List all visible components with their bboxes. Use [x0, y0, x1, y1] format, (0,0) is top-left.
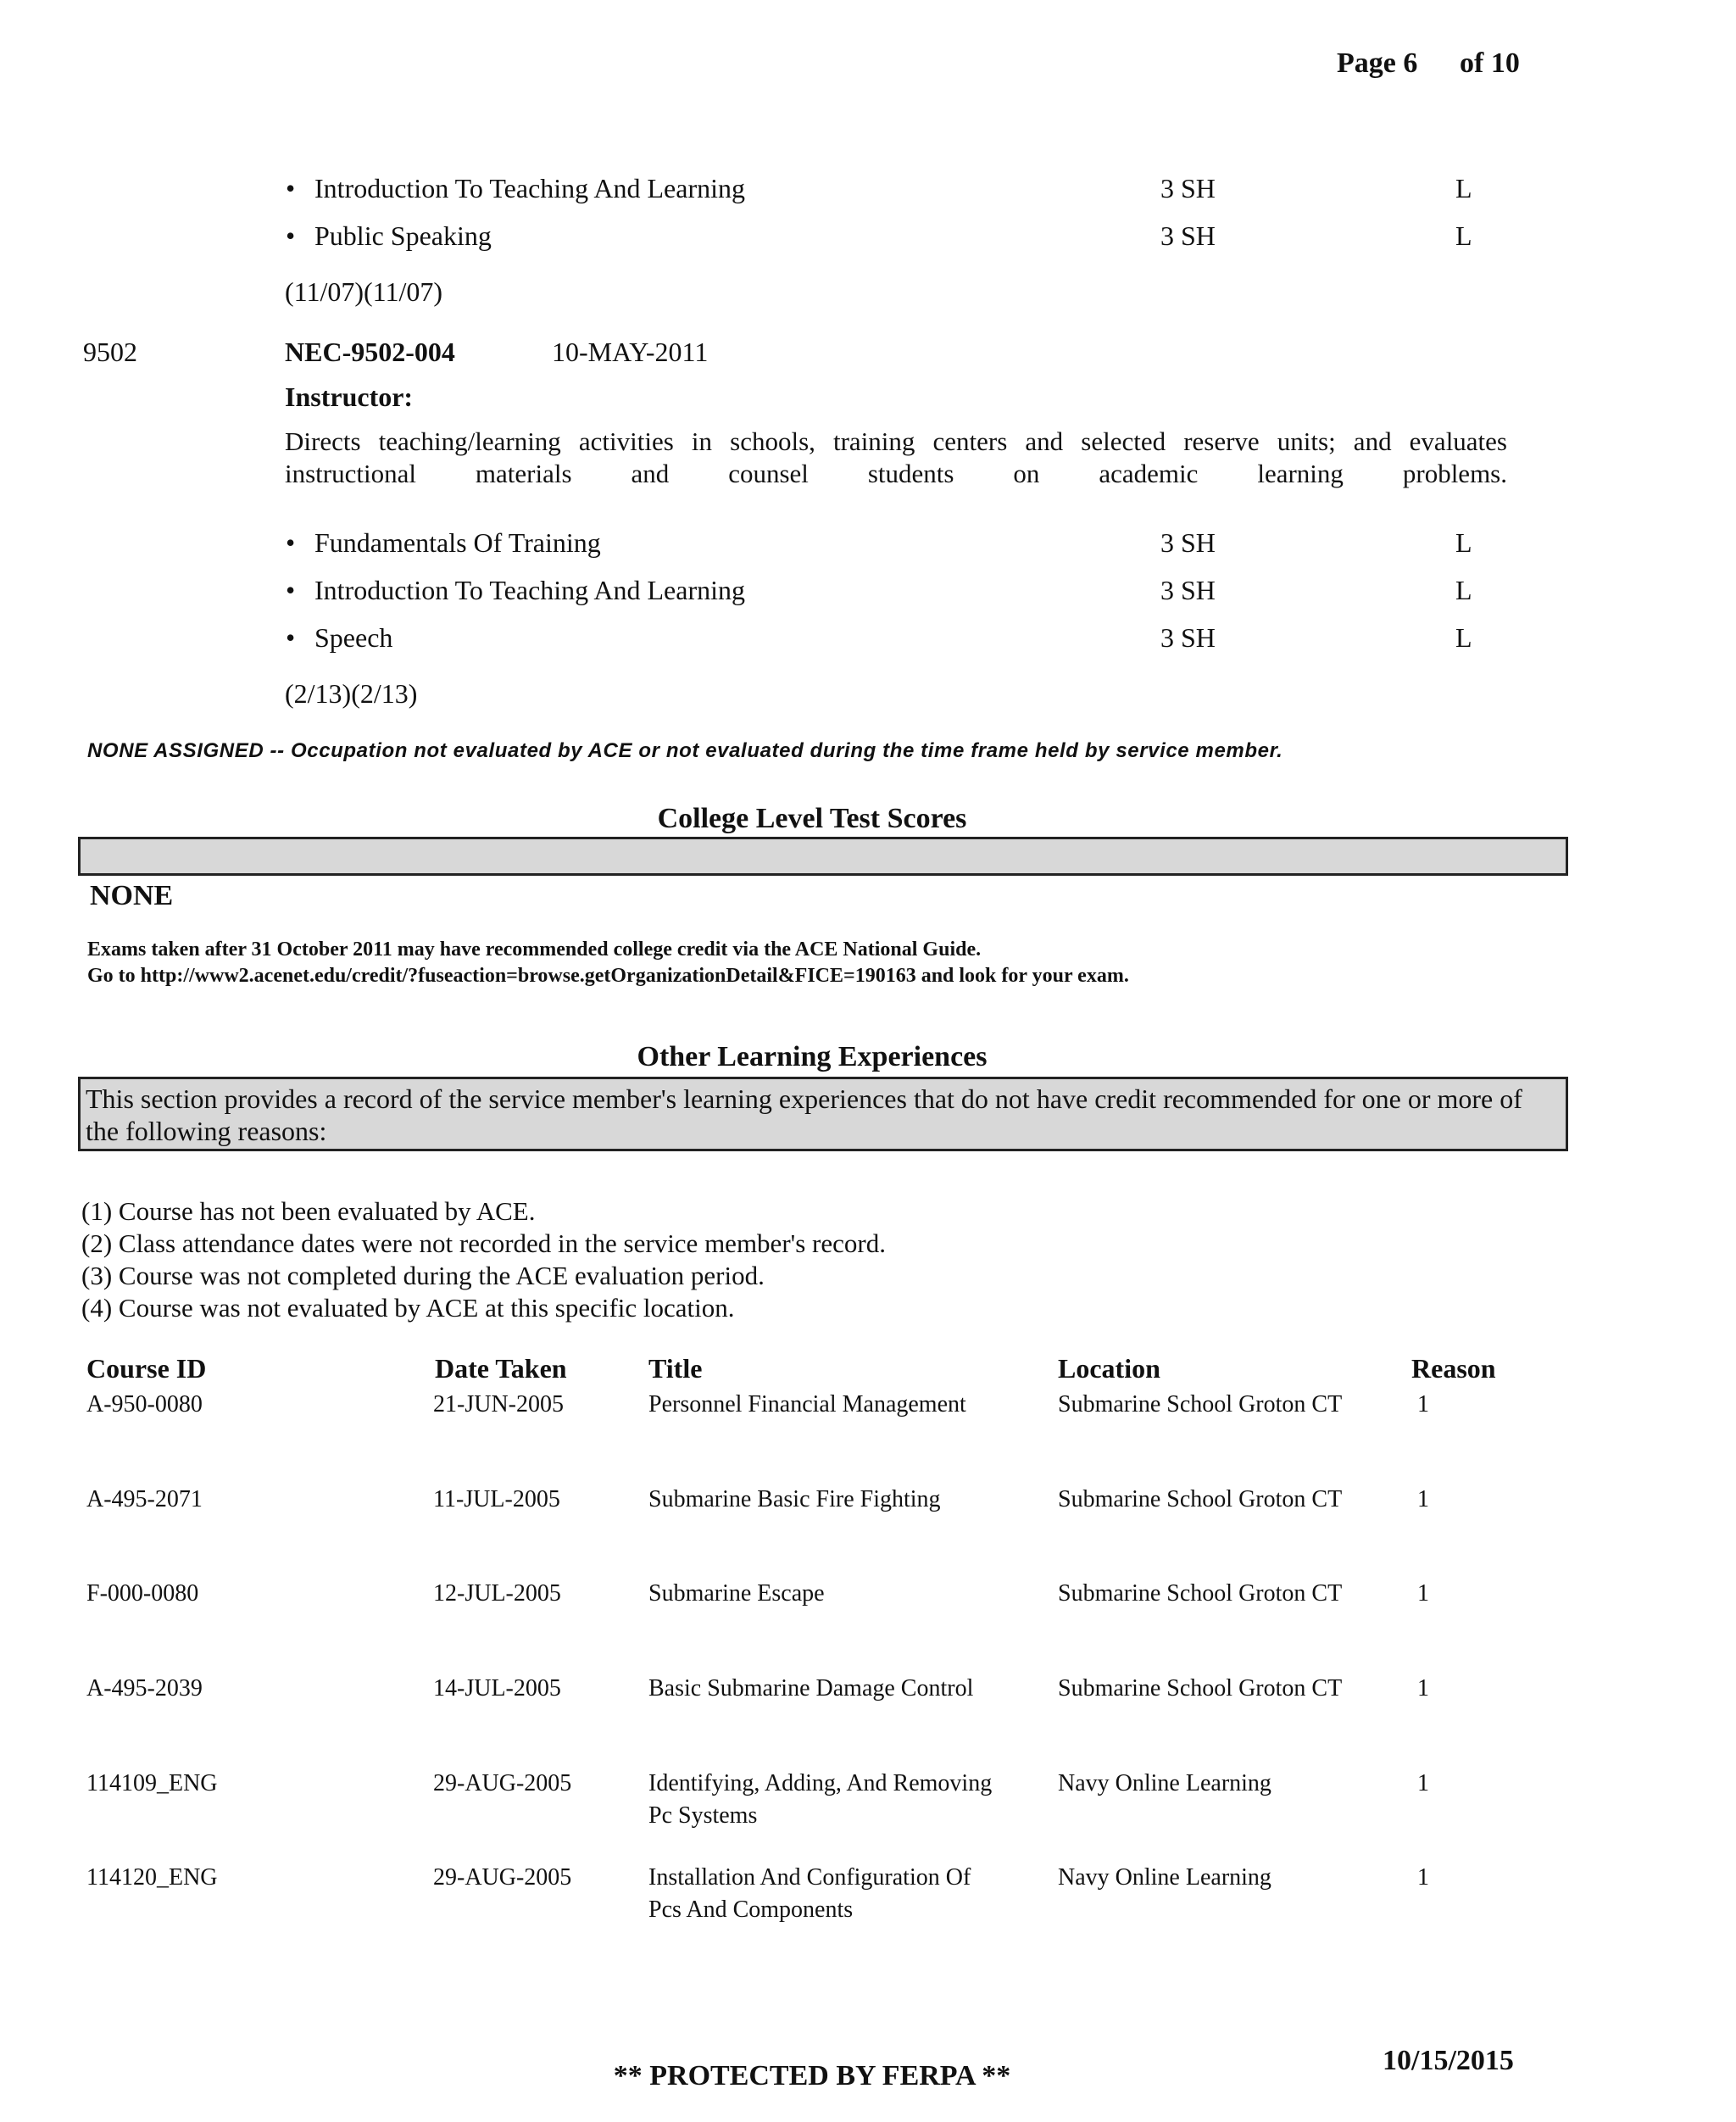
col-date-taken: Date Taken: [435, 1353, 567, 1384]
cell-date: 12-JUL-2005: [433, 1580, 561, 1607]
cell-location: Submarine School Groton CT: [1058, 1391, 1343, 1417]
cell-title: Personnel Financial Management: [648, 1391, 966, 1417]
course-credit: 3 SH: [1160, 173, 1216, 203]
cell-reason: 1: [1417, 1770, 1429, 1796]
cell-reason: 1: [1417, 1675, 1429, 1701]
reason-1: (1) Course has not been evaluated by ACE.: [81, 1196, 536, 1226]
reason-3: (3) Course was not completed during the ACE evaluation period.: [81, 1261, 765, 1290]
cell-location: Submarine School Groton CT: [1058, 1486, 1343, 1512]
cell-reason: 1: [1417, 1391, 1429, 1417]
course-level: L: [1455, 622, 1472, 653]
clep-note-line2: Go to http://www2.acenet.edu/credit/?fuseaction=browse.getOrganizationDetail&FICE=190163 and look for your exam.: [87, 965, 1129, 987]
col-course-id: Course ID: [86, 1353, 207, 1384]
table-row: [0, 1768, 1736, 1852]
course-credit: 3 SH: [1160, 622, 1216, 653]
clep-none-label: NONE: [90, 880, 174, 911]
cell-title: Identifying, Adding, And Removing Pc Systems: [648, 1770, 993, 1829]
course-credit: 3 SH: [1160, 527, 1216, 558]
course-level: L: [1455, 220, 1472, 251]
table-row: [0, 1862, 1736, 1947]
cell-title: Submarine Escape: [648, 1580, 825, 1607]
course-level: L: [1455, 173, 1472, 203]
nec-date: 10-MAY-2011: [552, 337, 709, 367]
cell-title: Basic Submarine Damage Control: [648, 1675, 974, 1701]
table-row: [0, 1673, 1736, 1757]
course-credit: 3 SH: [1160, 575, 1216, 605]
reason-2: (2) Class attendance dates were not recorded in the service member's record.: [81, 1228, 886, 1258]
other-section-title: Other Learning Experiences: [637, 1041, 988, 1072]
cell-title: Installation And Configuration Of Pcs And Components: [648, 1864, 971, 1923]
clep-section-title: College Level Test Scores: [657, 803, 967, 834]
evaluation-dates: (2/13)(2/13): [285, 678, 418, 709]
page-number: Page 6: [1337, 47, 1418, 79]
col-title: Title: [648, 1353, 703, 1384]
cell-location: Submarine School Groton CT: [1058, 1580, 1343, 1607]
footer-date: 10/15/2015: [1383, 2045, 1514, 2076]
clep-note-line1: Exams taken after 31 October 2011 may have recommended college credit via the ACE National Guide.: [87, 938, 982, 961]
cell-date: 29-AUG-2005: [433, 1770, 572, 1796]
course-credit: 3 SH: [1160, 220, 1216, 251]
cell-date: 21-JUN-2005: [433, 1391, 564, 1417]
course-name: • Speech: [314, 622, 392, 654]
clep-header-bar: [78, 837, 1568, 876]
course-level: L: [1455, 527, 1472, 558]
cell-reason: 1: [1417, 1864, 1429, 1891]
ferpa-notice: ** PROTECTED BY FERPA **: [613, 2060, 1011, 2091]
cell-date: 11-JUL-2005: [433, 1486, 560, 1512]
other-description-box: [78, 1077, 1568, 1151]
cell-course-id: A-495-2039: [86, 1675, 203, 1701]
course-name: • Public Speaking: [314, 220, 492, 252]
cell-location: Navy Online Learning: [1058, 1770, 1271, 1796]
table-row: [0, 1484, 1736, 1568]
cell-location: Navy Online Learning: [1058, 1864, 1271, 1891]
table-row: [0, 1389, 1736, 1473]
cell-course-id: A-950-0080: [86, 1391, 203, 1417]
course-name: • Fundamentals Of Training: [314, 527, 601, 559]
reason-4: (4) Course was not evaluated by ACE at this specific location.: [81, 1293, 735, 1323]
course-level: L: [1455, 575, 1472, 605]
page-total: of 10: [1460, 47, 1520, 79]
col-location: Location: [1058, 1353, 1160, 1384]
course-name: • Introduction To Teaching And Learning: [314, 575, 745, 606]
cell-location: Submarine School Groton CT: [1058, 1675, 1343, 1701]
cell-title: Submarine Basic Fire Fighting: [648, 1486, 941, 1512]
table-row: [0, 1578, 1736, 1663]
cell-course-id: A-495-2071: [86, 1486, 203, 1512]
cell-course-id: 114120_ENG: [86, 1864, 218, 1891]
cell-date: 14-JUL-2005: [433, 1675, 561, 1701]
course-name: • Introduction To Teaching And Learning: [314, 173, 745, 204]
nec-id: NEC-9502-004: [285, 337, 455, 367]
cell-date: 29-AUG-2005: [433, 1864, 572, 1891]
cell-reason: 1: [1417, 1486, 1429, 1512]
col-reason: Reason: [1411, 1353, 1496, 1384]
nec-code: 9502: [83, 337, 137, 367]
none-assigned-note: NONE ASSIGNED -- Occupation not evaluated by ACE or not evaluated during the time frame held by service member.: [87, 739, 1283, 762]
cell-reason: 1: [1417, 1580, 1429, 1607]
nec-description: Directs teaching/learning activities in schools, training centers and selected reserve units; and evaluates instructional materials and counsel students on academic learning problems.: [285, 426, 1507, 488]
nec-title: Instructor:: [285, 382, 414, 412]
evaluation-dates: (11/07)(11/07): [285, 276, 443, 307]
cell-course-id: 114109_ENG: [86, 1770, 218, 1796]
other-description: This section provides a record of the service member's learning experiences that do not have credit recommended for one or more of the following reasons:: [86, 1083, 1522, 1146]
cell-course-id: F-000-0080: [86, 1580, 199, 1607]
